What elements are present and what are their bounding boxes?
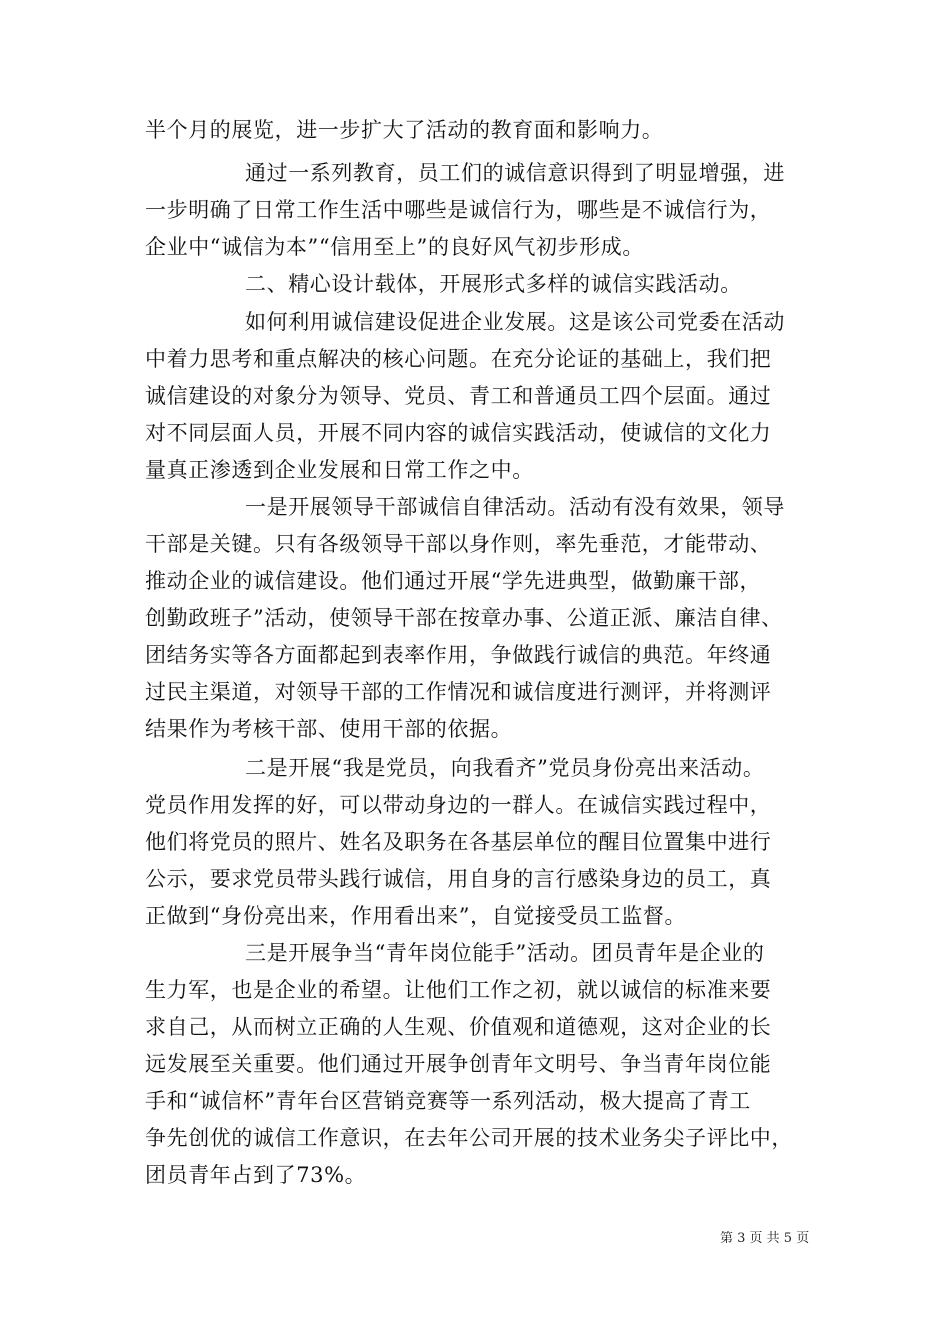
text-line: 求自己，从而树立正确的人生观、价值观和道德观，这对企业的长 — [145, 1015, 772, 1039]
text-line: 正做到“身份亮出来，作用看出来”，自觉接受员工监督。 — [145, 904, 687, 928]
text-line: 手和“诚信杯”青年台区营销竞赛等一系列活动，极大提高了青工 — [145, 1089, 751, 1113]
text-line: 中着力思考和重点解决的核心问题。在充分论证的基础上，我们把 — [145, 347, 772, 371]
text-line: 团结务实等各方面都起到表率作用，争做践行诚信的典范。年终通 — [145, 643, 772, 667]
paragraph-first-line: 如何利用诚信建设促进企业发展。这是该公司党委在活动 — [245, 310, 785, 334]
text-line: 企业中“诚信为本”“信用至上”的良好风气初步形成。 — [145, 235, 644, 259]
paragraph-first-line: 三是开展争当“青年岗位能手”活动。团员青年是企业的 — [245, 941, 765, 965]
text-line: 半个月的展览，进一步扩大了活动的教育面和影响力。 — [145, 118, 664, 142]
section-heading: 二、精心设计载体，开展形式多样的诚信实践活动。 — [245, 272, 742, 296]
text-line: 远发展至关重要。他们通过开展争创青年文明号、争当青年岗位能 — [145, 1052, 772, 1076]
text-line: 推动企业的诚信建设。他们通过开展“学先进典型，做勤廉干部， — [145, 569, 762, 593]
text-line: 诚信建设的对象分为领导、党员、青工和普通员工四个层面。通过 — [145, 384, 772, 408]
text-line: 结果作为考核干部、使用干部的依据。 — [145, 717, 513, 741]
text-line: 公示，要求党员带头践行诚信，用自身的言行感染身边的员工，真 — [145, 867, 772, 891]
text-line: 量真正渗透到企业发展和日常工作之中。 — [145, 458, 534, 482]
paragraph-first-line: 通过一系列教育，员工们的诚信意识得到了明显增强，进 — [245, 161, 785, 185]
paragraph-first-line: 一是开展领导干部诚信自律活动。活动有没有效果，领导 — [245, 495, 785, 519]
text-line: 生力军，也是企业的希望。让他们工作之初，就以诚信的标准来要 — [145, 978, 772, 1002]
page-number: 第 3 页 共 5 页 — [720, 1231, 810, 1246]
text-line: 争先创优的诚信工作意识，在去年公司开展的技术业务尖子评比中， — [145, 1126, 793, 1150]
text-line: 过民主渠道，对领导干部的工作情况和诚信度进行测评，并将测评 — [145, 680, 772, 704]
text-line: 他们将党员的照片、姓名及职务在各基层单位的醒目位置集中进行 — [145, 830, 772, 854]
text-line: 对不同层面人员，开展不同内容的诚信实践活动，使诚信的文化力 — [145, 421, 772, 445]
paragraph-first-line: 二是开展“我是党员，向我看齐”党员身份亮出来活动。 — [245, 756, 765, 780]
text-line: 党员作用发挥的好，可以带动身边的一群人。在诚信实践过程中， — [145, 793, 772, 817]
text-line: 干部是关键。只有各级领导干部以身作则，率先垂范，才能带动、 — [145, 532, 772, 556]
text-line: 一步明确了日常工作生活中哪些是诚信行为，哪些是不诚信行为， — [145, 198, 772, 222]
text-line: 创勤政班子”活动，使领导干部在按章办事、公道正派、廉洁自律、 — [145, 606, 783, 630]
text-line: 团员青年占到了73%。 — [145, 1163, 367, 1187]
